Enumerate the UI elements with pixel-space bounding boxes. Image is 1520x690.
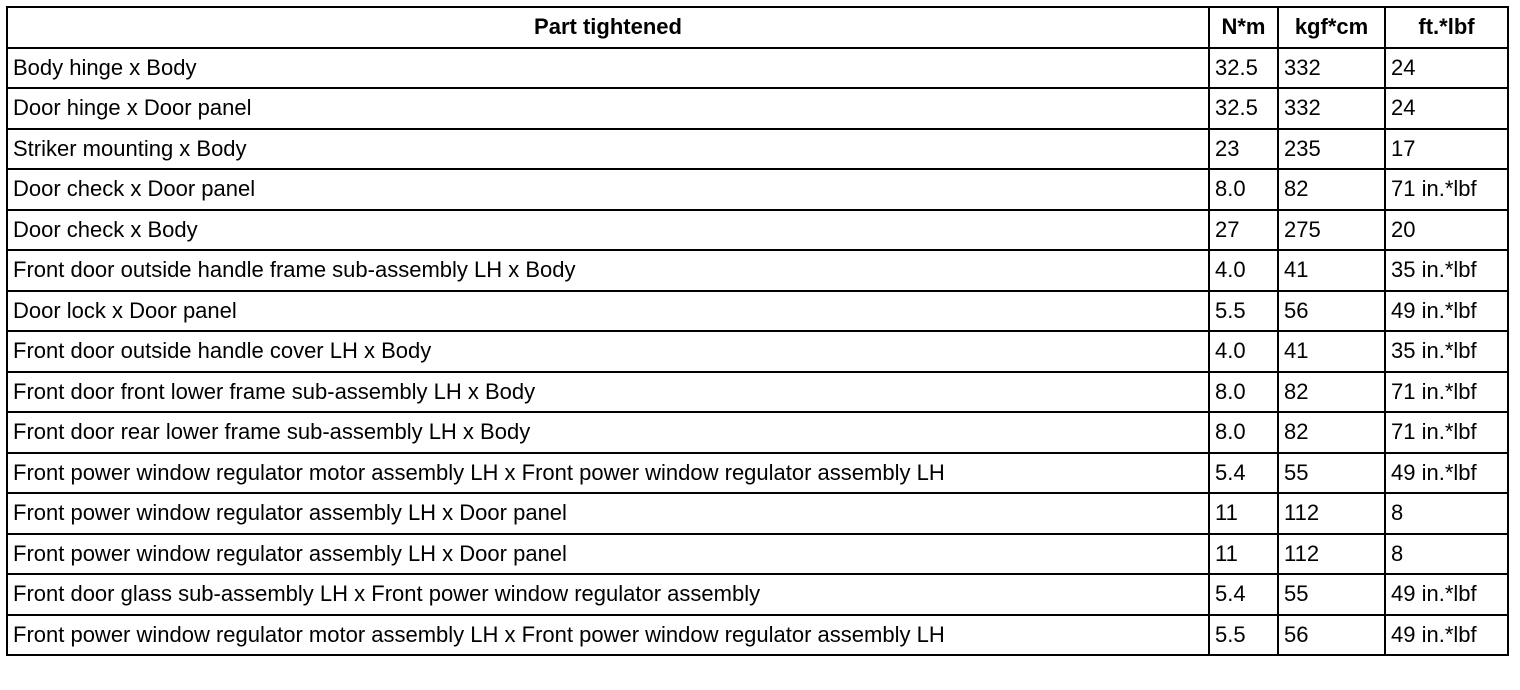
- cell-ft-lbf: 8: [1385, 493, 1508, 534]
- cell-part-tightened: Door lock x Door panel: [7, 291, 1209, 332]
- cell-ft-lbf: 8: [1385, 534, 1508, 575]
- cell-newton-meters: 8.0: [1209, 412, 1278, 453]
- cell-ft-lbf: 35 in.*lbf: [1385, 250, 1508, 291]
- header-row: [7, 7, 1508, 48]
- table-row: [7, 372, 1508, 413]
- table-row: [7, 129, 1508, 170]
- table-row: [7, 615, 1508, 656]
- cell-ft-lbf: 20: [1385, 210, 1508, 251]
- cell-ft-lbf: 35 in.*lbf: [1385, 331, 1508, 372]
- cell-part-tightened: Front power window regulator assembly LH x Door panel: [7, 534, 1209, 575]
- cell-part-tightened: Body hinge x Body: [7, 48, 1209, 89]
- cell-newton-meters: 5.5: [1209, 291, 1278, 332]
- cell-kgf-cm: 82: [1278, 372, 1385, 413]
- cell-ft-lbf: 71 in.*lbf: [1385, 169, 1508, 210]
- cell-newton-meters: 4.0: [1209, 331, 1278, 372]
- torque-spec-table-container: [6, 6, 1507, 656]
- cell-kgf-cm: 41: [1278, 331, 1385, 372]
- table-header: [7, 7, 1508, 48]
- cell-part-tightened: Door hinge x Door panel: [7, 88, 1209, 129]
- cell-newton-meters: 5.5: [1209, 615, 1278, 656]
- cell-part-tightened: Door check x Door panel: [7, 169, 1209, 210]
- table-row: [7, 534, 1508, 575]
- cell-newton-meters: 5.4: [1209, 574, 1278, 615]
- cell-newton-meters: 8.0: [1209, 169, 1278, 210]
- table-row: [7, 250, 1508, 291]
- cell-kgf-cm: 56: [1278, 291, 1385, 332]
- cell-part-tightened: Striker mounting x Body: [7, 129, 1209, 170]
- table-row: [7, 493, 1508, 534]
- cell-ft-lbf: 24: [1385, 48, 1508, 89]
- cell-part-tightened: Front power window regulator motor assembly LH x Front power window regulator assembly LH: [7, 615, 1209, 656]
- cell-part-tightened: Front door outside handle cover LH x Body: [7, 331, 1209, 372]
- torque-spec-table: [6, 6, 1509, 656]
- cell-kgf-cm: 332: [1278, 48, 1385, 89]
- cell-ft-lbf: 49 in.*lbf: [1385, 453, 1508, 494]
- cell-ft-lbf: 24: [1385, 88, 1508, 129]
- table-row: [7, 574, 1508, 615]
- cell-ft-lbf: 49 in.*lbf: [1385, 574, 1508, 615]
- cell-kgf-cm: 56: [1278, 615, 1385, 656]
- cell-newton-meters: 32.5: [1209, 88, 1278, 129]
- cell-part-tightened: Front power window regulator assembly LH x Door panel: [7, 493, 1209, 534]
- cell-newton-meters: 4.0: [1209, 250, 1278, 291]
- cell-ft-lbf: 49 in.*lbf: [1385, 291, 1508, 332]
- table-row: [7, 412, 1508, 453]
- cell-part-tightened: Front door rear lower frame sub-assembly LH x Body: [7, 412, 1209, 453]
- cell-newton-meters: 11: [1209, 493, 1278, 534]
- header-newton-meters: N*m: [1209, 7, 1278, 48]
- cell-newton-meters: 11: [1209, 534, 1278, 575]
- table-row: [7, 331, 1508, 372]
- cell-kgf-cm: 112: [1278, 534, 1385, 575]
- header-kgf-cm: kgf*cm: [1278, 7, 1385, 48]
- cell-part-tightened: Front power window regulator motor assembly LH x Front power window regulator assembly LH: [7, 453, 1209, 494]
- cell-part-tightened: Door check x Body: [7, 210, 1209, 251]
- table-body: [7, 48, 1508, 656]
- cell-kgf-cm: 55: [1278, 574, 1385, 615]
- cell-ft-lbf: 49 in.*lbf: [1385, 615, 1508, 656]
- cell-newton-meters: 23: [1209, 129, 1278, 170]
- cell-kgf-cm: 112: [1278, 493, 1385, 534]
- cell-part-tightened: Front door front lower frame sub-assembly LH x Body: [7, 372, 1209, 413]
- table-row: [7, 169, 1508, 210]
- cell-ft-lbf: 71 in.*lbf: [1385, 412, 1508, 453]
- cell-kgf-cm: 82: [1278, 412, 1385, 453]
- cell-ft-lbf: 71 in.*lbf: [1385, 372, 1508, 413]
- cell-kgf-cm: 275: [1278, 210, 1385, 251]
- cell-newton-meters: 27: [1209, 210, 1278, 251]
- cell-newton-meters: 8.0: [1209, 372, 1278, 413]
- header-ft-lbf: ft.*lbf: [1385, 7, 1508, 48]
- cell-part-tightened: Front door glass sub-assembly LH x Front power window regulator assembly: [7, 574, 1209, 615]
- cell-newton-meters: 5.4: [1209, 453, 1278, 494]
- table-row: [7, 291, 1508, 332]
- cell-kgf-cm: 332: [1278, 88, 1385, 129]
- table-row: [7, 453, 1508, 494]
- cell-kgf-cm: 235: [1278, 129, 1385, 170]
- cell-newton-meters: 32.5: [1209, 48, 1278, 89]
- cell-kgf-cm: 82: [1278, 169, 1385, 210]
- cell-ft-lbf: 17: [1385, 129, 1508, 170]
- cell-kgf-cm: 41: [1278, 250, 1385, 291]
- table-row: [7, 210, 1508, 251]
- cell-part-tightened: Front door outside handle frame sub-assembly LH x Body: [7, 250, 1209, 291]
- table-row: [7, 88, 1508, 129]
- cell-kgf-cm: 55: [1278, 453, 1385, 494]
- header-part-tightened: Part tightened: [7, 7, 1209, 48]
- table-row: [7, 48, 1508, 89]
